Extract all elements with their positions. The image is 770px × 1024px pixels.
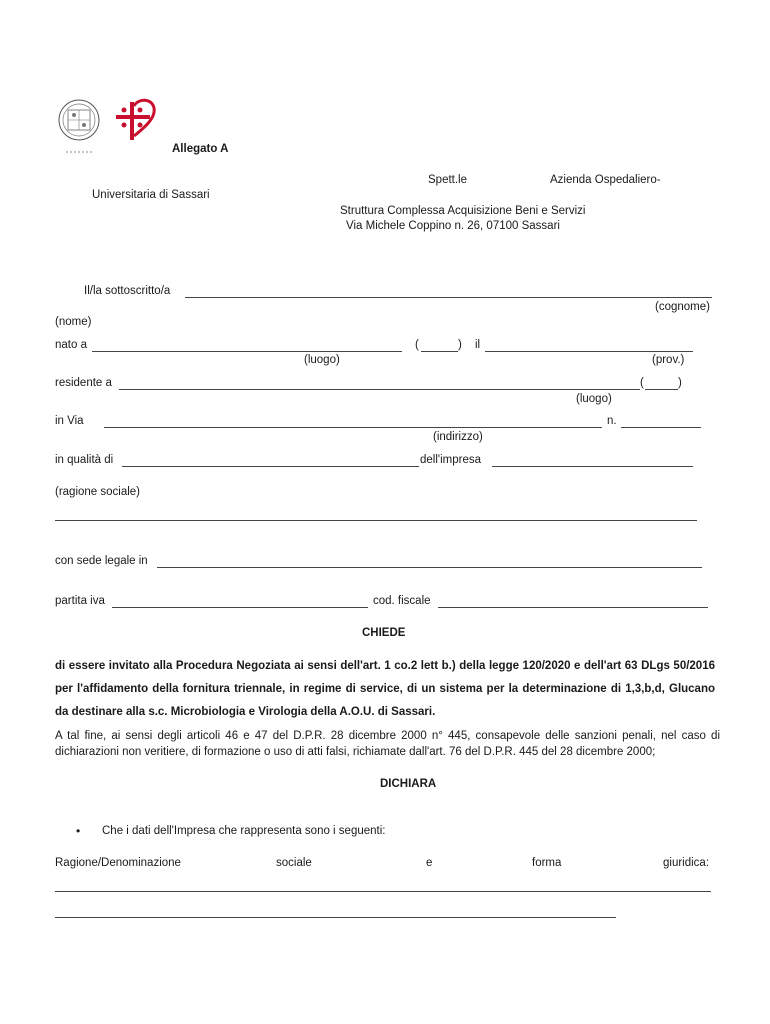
date-label: il (475, 339, 481, 351)
legal-form-word-2: sociale (276, 857, 312, 869)
company-field[interactable] (492, 466, 693, 467)
recipient-name-part2: Universitaria di Sassari (92, 189, 210, 201)
bullet-icon: • (76, 824, 81, 838)
surname-field[interactable] (185, 297, 712, 298)
tax-code-field[interactable] (438, 607, 708, 608)
legal-form-word-3: e (426, 857, 433, 869)
recipient-department: Struttura Complessa Acquisizione Beni e Servizi (340, 205, 586, 217)
registered-office-label: con sede legale in (55, 555, 148, 567)
undersigned-label: Il/la sottoscritto/a (84, 285, 171, 297)
vat-label: partita iva (55, 595, 105, 607)
residence-field[interactable] (119, 389, 640, 390)
registered-office-field[interactable] (157, 567, 702, 568)
legal-form-word-4: forma (532, 857, 562, 869)
legal-form-field-2[interactable] (55, 917, 616, 918)
legal-form-field-1[interactable] (55, 891, 711, 892)
address-caption: (indirizzo) (433, 431, 483, 443)
birthplace-field[interactable] (92, 351, 402, 352)
surname-caption: (cognome) (655, 301, 710, 313)
attachment-label: Allegato A (172, 143, 229, 155)
request-heading: CHIEDE (362, 627, 406, 639)
residence-place-caption: (luogo) (576, 393, 612, 405)
recipient-name-part1: Azienda Ospedaliero- (550, 174, 661, 186)
legal-form-word-1: Ragione/Denominazione (55, 857, 181, 869)
birth-province-field[interactable] (421, 351, 458, 352)
born-label: nato a (55, 339, 87, 351)
place-caption: (luogo) (304, 354, 340, 366)
university-seal-icon (54, 98, 104, 158)
residence-province-field[interactable] (645, 389, 678, 390)
birth-date-field[interactable] (485, 351, 693, 352)
name-caption: (nome) (55, 316, 92, 328)
street-field[interactable] (104, 427, 602, 428)
born-paren-close: ) (458, 339, 462, 351)
number-label: n. (607, 415, 617, 427)
recipient-address: Via Michele Coppino n. 26, 07100 Sassari (346, 220, 560, 232)
business-name-field[interactable] (55, 520, 697, 521)
vat-field[interactable] (112, 607, 368, 608)
street-number-field[interactable] (621, 427, 701, 428)
recipient-salutation: Spett.le (428, 174, 467, 186)
company-label: dell'impresa (420, 454, 481, 466)
province-caption: (prov.) (652, 354, 685, 366)
declaration-heading: DICHIARA (380, 778, 437, 790)
request-body: di essere invitato alla Procedura Negoziata ai sensi dell'art. 1 co.2 lett b.) della legge 120/2020 e dell'art 63 DLgs 50/2016 per l'affidamento della fornitura triennale, in regime di service, di un sistema per la determinazione di 1,3,b,d, Glucano da destinare alla s.c. Microbiologia e Virologia della A.O.U. di Sassari. (55, 660, 715, 718)
residence-label: residente a (55, 377, 112, 389)
born-paren-open: ( (415, 339, 419, 351)
hospital-cross-heart-icon (112, 98, 162, 143)
res-paren-close: ) (678, 377, 682, 389)
declaration-item: Che i dati dell'Impresa che rappresenta sono i seguenti: (102, 825, 386, 837)
tax-code-label: cod. fiscale (373, 595, 431, 607)
role-label: in qualità di (55, 454, 114, 466)
res-paren-open: ( (640, 377, 644, 389)
legal-form-word-5: giuridica: (663, 857, 710, 869)
legal-disclaimer: A tal fine, ai sensi degli articoli 46 e 47 del D.P.R. 28 dicembre 2000 n° 445, consapevole delle sanzioni penali, nel caso di dichiarazioni non veritiere, di formazione o uso di atti falsi, richiamate dall'art. 76 del D.P.R. 445 del 28 dicembre 2000; (55, 730, 720, 758)
role-field[interactable] (122, 466, 419, 467)
business-name-caption: (ragione sociale) (55, 486, 141, 498)
street-label: in Via (55, 415, 84, 427)
